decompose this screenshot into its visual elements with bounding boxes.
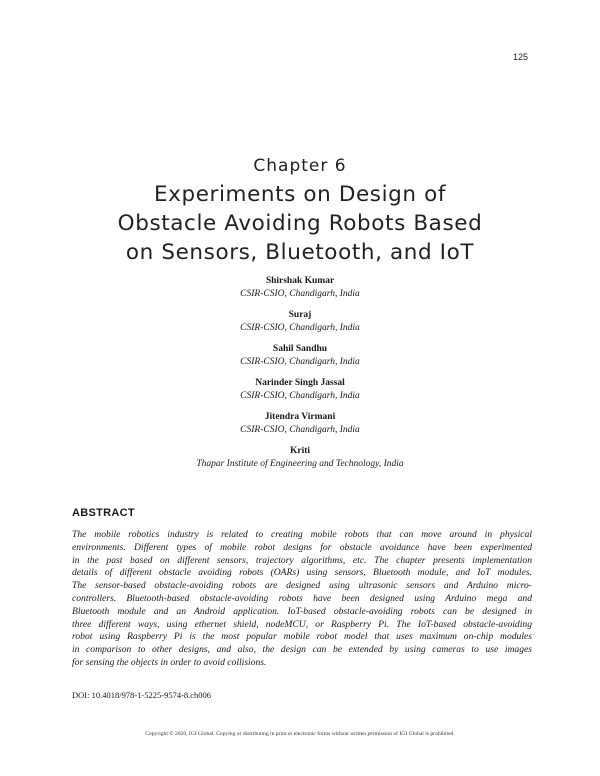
abstract-line: environments. Different types of mobile robot designs for obstacle avoidance have been experimented (72, 541, 532, 553)
title-line: Experiments on Design of (153, 182, 447, 207)
abstract-line: in the past based on different sensors, trajectory algorithms, etc. The chapter presents implementation (72, 554, 532, 566)
abstract-line: The sensor-based obstacle-avoiding robots are designed using ultrasonic sensors and Arduino micro- (72, 580, 532, 592)
abstract-heading: ABSTRACT (72, 507, 135, 519)
author-block (0, 309, 600, 335)
author-name: Jitendra Virmani (264, 412, 336, 422)
abstract-body (72, 529, 532, 670)
abstract-line: robot using Raspberry Pi is the most popular mobile robot model that uses maximum on-chip modules (72, 631, 532, 643)
author-name: Suraj (288, 310, 312, 320)
author-affiliation: CSIR-CSIO, Chandigarh, India (240, 425, 360, 435)
page-number: 125 (512, 52, 528, 62)
author-name: Narinder Singh Jassal (255, 378, 345, 388)
author-block (0, 275, 600, 301)
author-affiliation: Thapar Institute of Engineering and Technology, India (196, 459, 404, 469)
author-block (0, 411, 600, 437)
chapter-label: Chapter 6 (253, 156, 347, 176)
abstract-line: controllers. Bluetooth-based obstacle-avoiding robots have been designed using Arduino mega and (72, 592, 532, 604)
title-line: on Sensors, Bluetooth, and IoT (125, 240, 475, 265)
author-block (0, 377, 600, 403)
abstract-line: for sensing the objects in order to avoid collisions. (72, 656, 267, 668)
title-line: Obstacle Avoiding Robots Based (117, 211, 483, 236)
author-block (0, 343, 600, 369)
author-list (0, 275, 600, 479)
copyright-notice: Copyright © 2020, IGI Global. Copying or distributing in print or electronic forms without written permission of IGI Global is prohibited. (145, 731, 455, 737)
abstract-line: Bluetooth module and an Android application. IoT-based obstacle-avoiding robots can be designed in (72, 605, 532, 617)
author-name: Sahil Sandhu (272, 344, 328, 354)
author-name: Kriti (289, 446, 311, 456)
abstract-line: three different ways, using ethernet shield, nodeMCU, or Raspberry Pi. The IoT-based obstacle-avoiding (72, 618, 532, 630)
chapter-title (40, 180, 560, 267)
abstract-line: The mobile robotics industry is related to creating mobile robots that can move around in physical (72, 529, 532, 540)
abstract-line: in comparison to other designs, and also, the design can be extended by using cameras to use images (72, 644, 532, 656)
author-affiliation: CSIR-CSIO, Chandigarh, India (240, 289, 360, 299)
abstract-line: details of different obstacle avoiding robots (OARs) using sensors, Bluetooth module, and IoT modules. (72, 567, 532, 579)
author-affiliation: CSIR-CSIO, Chandigarh, India (240, 323, 360, 333)
author-affiliation: CSIR-CSIO, Chandigarh, India (240, 357, 360, 367)
author-name: Shirshak Kumar (265, 276, 335, 286)
doi-text: DOI: 10.4018/978-1-5225-9574-8.ch006 (72, 690, 212, 700)
author-block (0, 445, 600, 471)
author-affiliation: CSIR-CSIO, Chandigarh, India (240, 391, 360, 401)
